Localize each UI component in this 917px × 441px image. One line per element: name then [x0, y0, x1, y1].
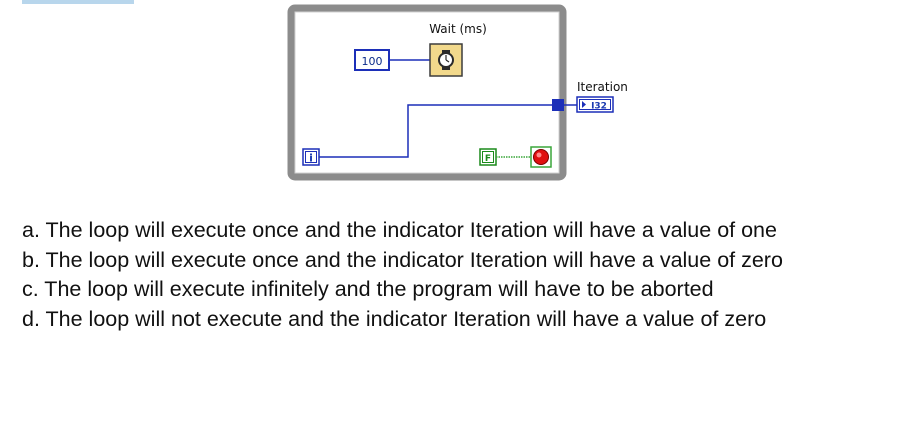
- answer-options: [22, 216, 882, 334]
- false-constant[interactable]: [480, 149, 496, 165]
- iteration-label: Iteration: [577, 80, 628, 94]
- while-loop-frame[interactable]: [291, 8, 563, 177]
- wait-constant-value: 100: [361, 55, 383, 68]
- option-c: c. The loop will execute infinitely and the program will have to be aborted: [22, 277, 714, 301]
- option-d: d. The loop will not execute and the indicator Iteration will have a value of zero: [22, 306, 767, 331]
- while-loop-inner-border: [295, 12, 559, 173]
- false-constant-label: F: [484, 154, 492, 164]
- stop-condition-icon: [534, 150, 549, 165]
- indicator-type: I32: [591, 101, 607, 112]
- loop-tunnel[interactable]: [552, 99, 564, 111]
- option-b: b. The loop will execute once and the indicator Iteration will have a value of zero: [22, 247, 783, 272]
- stop-highlight: [537, 153, 542, 158]
- stop-condition-terminal[interactable]: [531, 147, 551, 167]
- block-diagram: [0, 0, 917, 200]
- wire-iteration[interactable]: [319, 105, 558, 157]
- iteration-indicator[interactable]: [577, 97, 613, 112]
- iteration-terminal-label: i: [309, 151, 313, 165]
- option-a: a. The loop will execute once and the indicator Iteration will have a value of one: [22, 218, 777, 242]
- iteration-terminal[interactable]: [303, 149, 319, 165]
- wait-function[interactable]: [430, 44, 462, 76]
- wait-label: Wait (ms): [429, 22, 487, 36]
